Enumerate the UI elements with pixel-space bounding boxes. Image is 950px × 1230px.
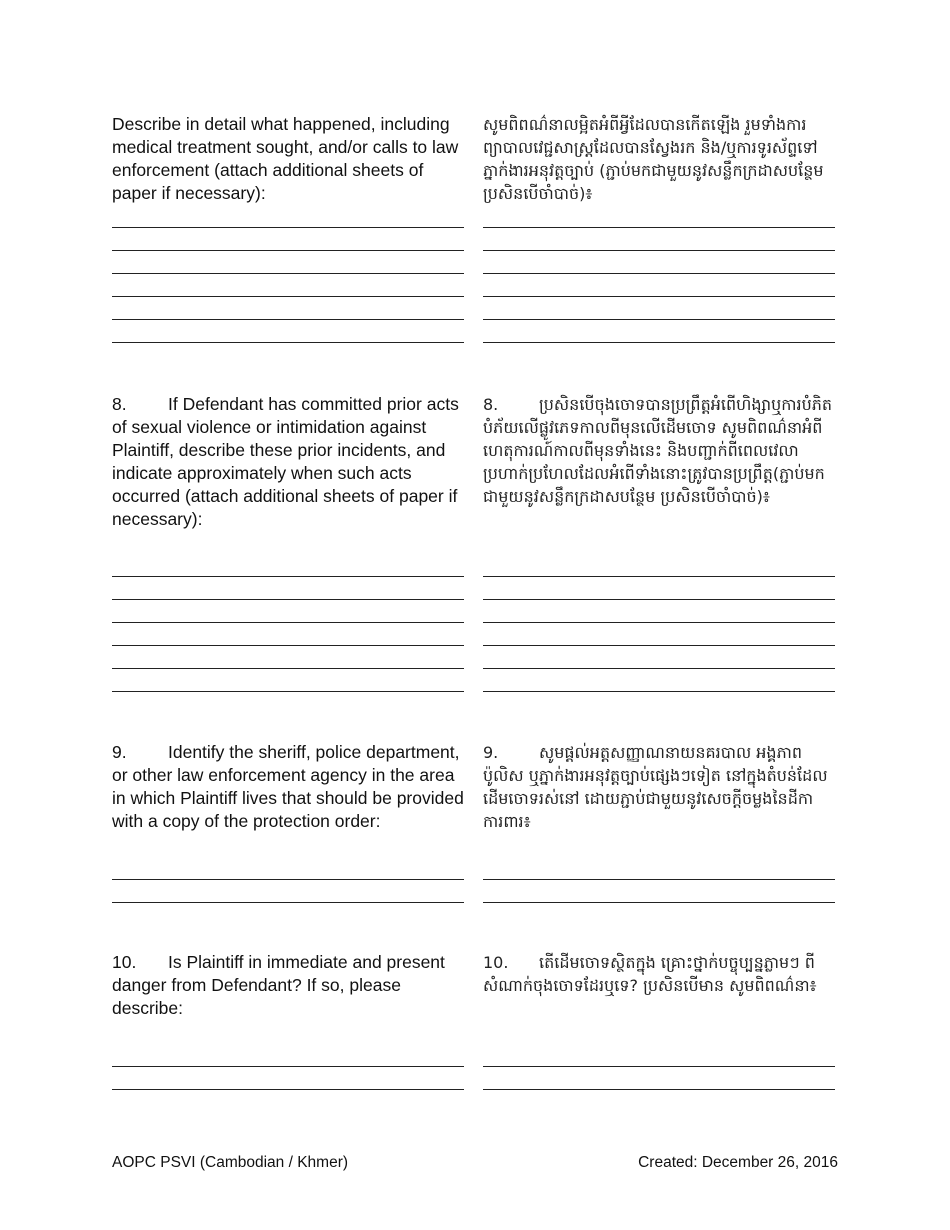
section10-english-answer-lines[interactable] <box>112 1044 464 1090</box>
section9-khmer-number: 9. <box>483 743 499 762</box>
footer-form-id: AOPC PSVI (Cambodian / Khmer) <box>112 1154 349 1171</box>
section7-khmer-answer-lines[interactable] <box>483 205 835 343</box>
section9-english-text <box>112 741 468 833</box>
section9-english-body: Identify the sheriff, police department, or other law enforcement agency in the area in which Plaintiff lives that should be provided with a copy of the protection order: <box>112 742 464 831</box>
section10-khmer-answer-lines[interactable] <box>483 1044 835 1090</box>
section8-number: 8. <box>112 394 127 414</box>
section9-khmer-text <box>483 741 839 833</box>
section7-english-answer-lines[interactable] <box>112 205 464 343</box>
section8-english-text <box>112 393 468 531</box>
section9-khmer-answer-lines[interactable] <box>483 857 835 903</box>
section10-english-body: Is Plaintiff in immediate and present danger from Defendant? If so, please describe: <box>112 952 445 1018</box>
section7-khmer-text: សូមពិពណ៌នាលម្អិតអំពីអ្វីដែលបានកើតឡើង រួមទាំងការព្យាបាលវេជ្ជសាស្ត្រដែលបានស្វែងរក និង/ឬការទូរស័ព្ទទៅភ្នាក់ងារអនុវត្តច្បាប់ (ភ្ជាប់មកជាមួយនូវសន្លឹកក្រដាសបន្ថែម ប្រសិនបើចាំបាច់)៖ <box>483 115 824 203</box>
section9-english-answer-lines[interactable] <box>112 857 464 903</box>
section8-english-answer-lines[interactable] <box>112 554 464 692</box>
footer-created-date: Created: December 26, 2016 <box>638 1154 838 1171</box>
section8-khmer-number: 8. <box>483 395 499 414</box>
section7-english-text: Describe in detail what happened, including medical treatment sought, and/or calls to law enforcement (attach additional sheets of paper if necessary): <box>112 114 459 203</box>
section8-english-body: If Defendant has committed prior acts of sexual violence or intimidation against Plaintiff, describe these prior incidents, and indicate approximately when such acts occurred (attach additional sheets of paper if necessary): <box>112 394 459 529</box>
section9-number: 9. <box>112 742 127 762</box>
section9-khmer-body: សូមផ្តល់អត្តសញ្ញាណនាយនគរបាល អង្គភាពប៉ូលិស ឬភ្នាក់ងារអនុវត្តច្បាប់ផ្សេងៗទៀត នៅក្នុងតំបន់ដែលដើមចោទរស់នៅ ដោយភ្ជាប់ជាមួយនូវសេចក្តីចម្លងនៃដីកាការពារ៖ <box>483 743 828 831</box>
section8-khmer-text <box>483 393 839 508</box>
section8-khmer-answer-lines[interactable] <box>483 554 835 692</box>
section10-khmer-body: តើដើមចោទស្ថិតក្នុង គ្រោះថ្នាក់បច្ចុប្បន្នភ្លាមៗ ពីសំណាក់ចុងចោទដែរឬទេ? ប្រសិនបើមាន សូមពិពណ៌នា៖ <box>483 953 817 995</box>
section8-khmer-body: ប្រសិនបើចុងចោទបានប្រព្រឹត្តអំពើហិង្សាឬការបំភិតបំភ័យលើផ្លូវភេទកាលពីមុនលើដើមចោទ សូមពិពណ៌នាអំពីហេតុការណ៍កាលពីមុនទាំងនេះ និងបញ្ជាក់ពីពេលវេលាប្រហាក់ប្រហែលដែលអំពើទាំងនោះត្រូវបានប្រព្រឹត្ត(ភ្ជាប់មកជាមួយនូវសន្លឹកក្រដាសបន្ថែម ប្រសិនបើចាំបាច់)៖ <box>483 395 833 506</box>
section10-number: 10. <box>112 952 137 972</box>
section10-khmer-number: 10. <box>483 953 509 972</box>
section10-khmer-text <box>483 951 839 997</box>
section10-english-text <box>112 951 468 1020</box>
